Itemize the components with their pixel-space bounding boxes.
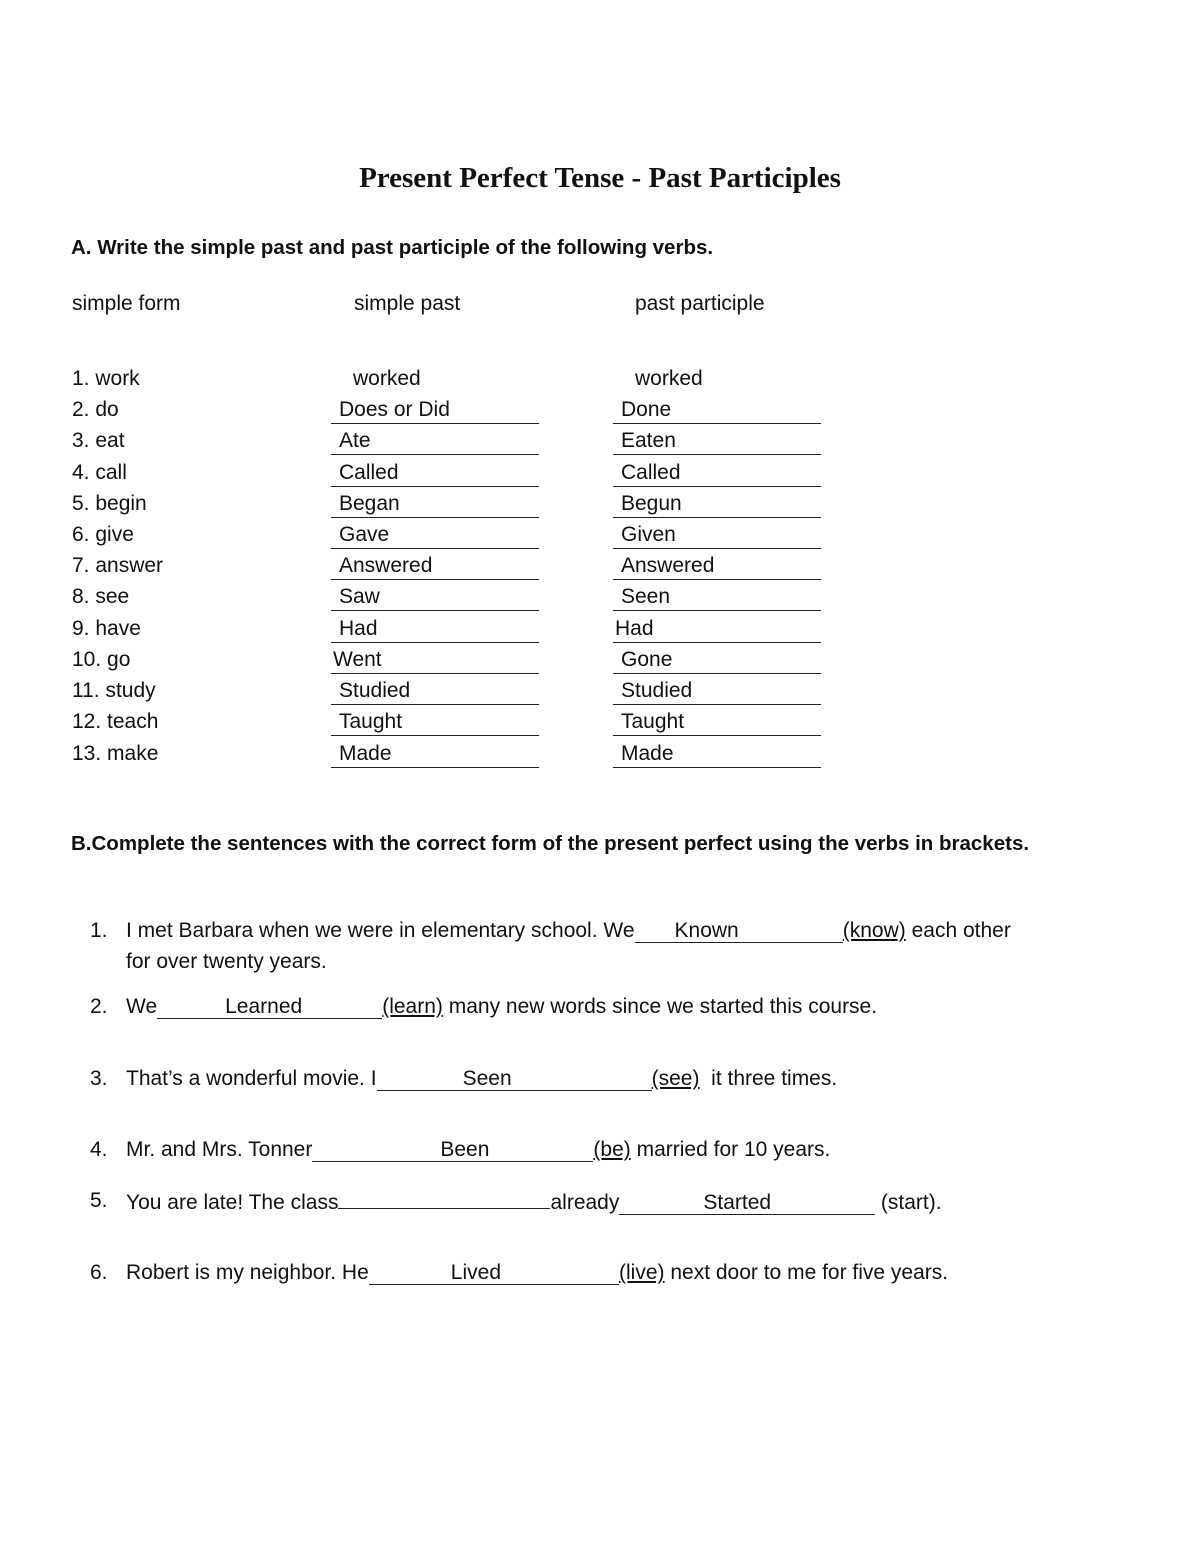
sentence-number: 6. (90, 1261, 108, 1284)
table-row (0, 398, 1200, 429)
sentence-text: You are late! The class (126, 1191, 339, 1214)
sentence-text: Mr. and Mrs. Tonner (126, 1138, 313, 1161)
sentence-number: 3. (90, 1067, 108, 1090)
verb-past-participle-answer[interactable]: Gone (613, 648, 821, 674)
verb-past-participle-answer[interactable]: Answered (613, 554, 821, 580)
verb-simple-past-answer[interactable]: Saw (331, 585, 539, 611)
sentence-body (126, 1257, 1106, 1288)
verb-simple-past-answer[interactable]: Studied (331, 679, 539, 705)
table-row (0, 461, 1200, 492)
verb-simple-past-answer[interactable]: Made (331, 742, 539, 768)
verb-past-participle-answer[interactable]: Seen (613, 585, 821, 611)
verb-simple-past-answer[interactable]: Went (331, 648, 539, 674)
verb-simple-past-answer[interactable]: Had (331, 617, 539, 643)
answer-blank[interactable] (157, 995, 382, 1019)
verb-simple-form: 13. make (72, 742, 159, 765)
verb-simple-past-answer[interactable]: Gave (331, 523, 539, 549)
verb-simple-form: 10. go (72, 648, 131, 671)
answer-blank[interactable] (619, 1191, 875, 1215)
sentence-text: I met Barbara when we were in elementary school. We (126, 919, 635, 942)
table-row (0, 429, 1200, 460)
verb-simple-form: 5. begin (72, 492, 147, 515)
answer-blank[interactable] (377, 1067, 652, 1091)
sentence-body (126, 915, 1106, 977)
table-row (0, 617, 1200, 648)
verb-past-participle-answer[interactable]: Made (613, 742, 821, 768)
sentence-text: (start). (875, 1191, 942, 1214)
table-row (0, 710, 1200, 741)
sentence-number: 4. (90, 1138, 108, 1161)
answer-text: Learned (225, 995, 303, 1018)
verb-simple-form: 6. give (72, 523, 134, 546)
bracket-verb: (be) (593, 1138, 631, 1161)
bracket-verb: (see) (651, 1067, 700, 1090)
sentence-body (126, 991, 1106, 1022)
sentence-number: 1. (90, 919, 108, 942)
table-row (0, 742, 1200, 773)
sentence-text: each other (905, 919, 1011, 942)
verb-simple-form: 11. study (72, 679, 156, 702)
answer-text: Been (440, 1138, 490, 1161)
answer-text: Started (703, 1191, 772, 1214)
answer-text: Lived (450, 1261, 501, 1284)
page-title: Present Perfect Tense - Past Participles (359, 162, 841, 194)
verb-simple-past-answer[interactable]: Answered (331, 554, 539, 580)
verb-past-participle-answer[interactable]: Eaten (613, 429, 821, 455)
verb-past-participle-answer: worked (635, 367, 703, 390)
verb-past-participle-answer[interactable]: Had (613, 617, 821, 643)
column-header-simple-form: simple form (72, 292, 181, 315)
sentence-text: We (126, 995, 158, 1018)
verb-simple-past-answer[interactable]: Began (331, 492, 539, 518)
bracket-verb: (know) (842, 919, 906, 942)
verb-past-participle-answer[interactable]: Studied (613, 679, 821, 705)
verb-simple-form: 7. answer (72, 554, 164, 577)
verb-simple-form: 8. see (72, 585, 130, 608)
answer-blank[interactable] (312, 1138, 593, 1162)
verb-simple-past-answer[interactable]: Does or Did (331, 398, 539, 424)
verb-past-participle-answer[interactable]: Done (613, 398, 821, 424)
verb-simple-form: 4. call (72, 461, 127, 484)
sentence-body (126, 1134, 1106, 1165)
verb-past-participle-answer[interactable]: Given (613, 523, 821, 549)
table-row (0, 679, 1200, 710)
table-row (0, 492, 1200, 523)
bracket-verb: (learn) (382, 995, 443, 1018)
sentence-body (126, 1185, 1106, 1218)
sentence-text: married for 10 years. (630, 1138, 831, 1161)
sentence-text: already (550, 1191, 620, 1214)
verb-simple-form: 3. eat (72, 429, 125, 452)
verb-past-participle-answer[interactable]: Called (613, 461, 821, 487)
verb-past-participle-answer[interactable]: Begun (613, 492, 821, 518)
table-row (0, 554, 1200, 585)
sentence-body (126, 1063, 1106, 1094)
table-row (0, 585, 1200, 616)
sentence-text: That’s a wonderful movie. I (126, 1067, 377, 1090)
section-b-heading: B.Complete the sentences with the correct form of the present perfect using the verbs in brackets. (71, 832, 1030, 855)
verb-simple-past-answer[interactable]: Ate (331, 429, 539, 455)
column-header-past-participle: past participle (635, 292, 765, 315)
sentence-text: many new words since we started this course. (442, 995, 878, 1018)
sentence-text: Robert is my neighbor. He (126, 1261, 369, 1284)
verb-past-participle-answer[interactable]: Taught (613, 710, 821, 736)
table-row (0, 523, 1200, 554)
table-row (0, 648, 1200, 679)
verb-simple-past-answer: worked (353, 367, 421, 390)
verb-simple-form: 1. work (72, 367, 140, 390)
answer-text: Known (674, 919, 739, 942)
verb-simple-form: 12. teach (72, 710, 159, 733)
verb-simple-past-answer[interactable]: Called (331, 461, 539, 487)
answer-blank-empty[interactable] (338, 1185, 550, 1209)
sentence-text-continued: for over twenty years. (126, 950, 327, 973)
answer-text: Seen (462, 1067, 512, 1090)
sentence-text: next door to me for five years. (664, 1261, 949, 1284)
answer-blank[interactable] (369, 1261, 619, 1285)
verb-simple-past-answer[interactable]: Taught (331, 710, 539, 736)
answer-blank[interactable] (635, 919, 843, 943)
table-row (0, 367, 1200, 398)
sentence-text: it three times. (699, 1067, 838, 1090)
section-a-heading: A. Write the simple past and past participle of the following verbs. (71, 236, 714, 259)
sentence-number: 2. (90, 995, 108, 1018)
sentence-number: 5. (90, 1189, 108, 1212)
bracket-verb: (live) (619, 1261, 665, 1284)
column-header-simple-past: simple past (354, 292, 461, 315)
verb-simple-form: 9. have (72, 617, 141, 640)
verb-simple-form: 2. do (72, 398, 119, 421)
